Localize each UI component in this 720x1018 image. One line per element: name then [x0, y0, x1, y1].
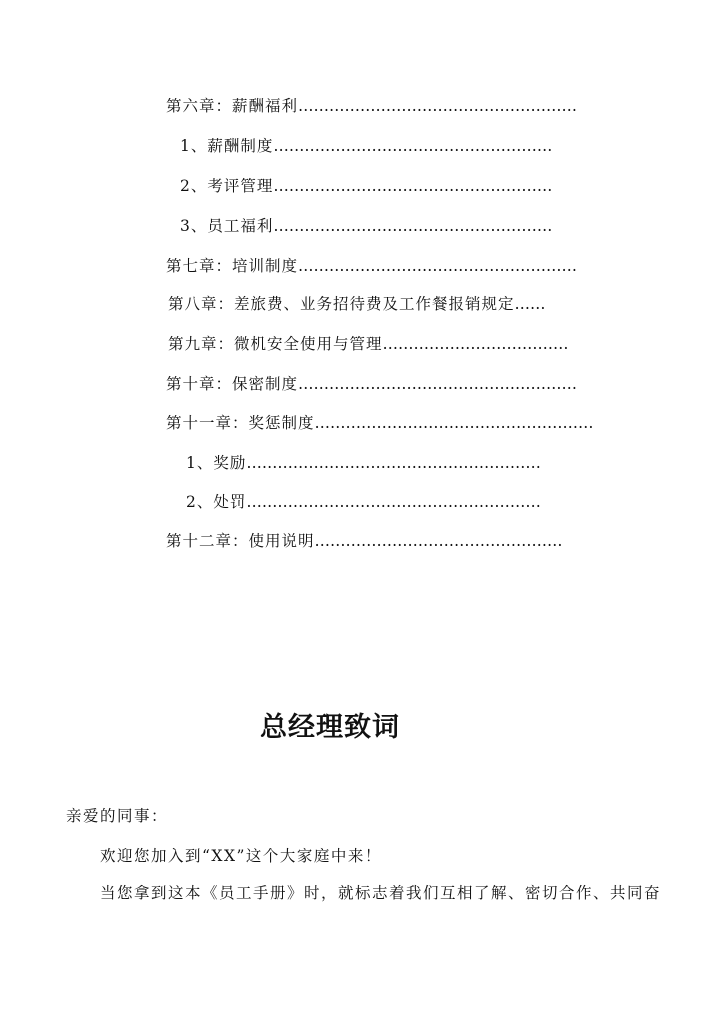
toc-leader-dots: ……………………………………………… — [298, 257, 578, 275]
toc-leader-dots: ……………………………… — [382, 335, 569, 353]
toc-entry-title: 第十二章：使用说明 — [166, 532, 315, 550]
toc-entry-title: 3、员工福利 — [180, 217, 274, 235]
letter-paragraph: 当您拿到这本《员工手册》时，就标志着我们互相了解、密切合作、共同奋 — [100, 884, 662, 902]
toc-entry[interactable] — [180, 216, 552, 236]
toc-leader-dots: ……………………………………………… — [273, 217, 553, 235]
toc-entry[interactable] — [166, 531, 563, 551]
toc-leader-dots: ………………………………………………… — [246, 454, 541, 472]
toc-entry-title: 2、考评管理 — [180, 177, 274, 195]
toc-entry[interactable] — [166, 96, 577, 116]
toc-entry[interactable] — [166, 413, 594, 433]
toc-leader-dots: ……………………………………………… — [273, 137, 553, 155]
toc-entry[interactable] — [186, 492, 541, 512]
toc-leader-dots: ……………………………………………… — [273, 177, 553, 195]
toc-entry[interactable] — [168, 294, 546, 314]
toc-entry-title: 第十章：保密制度 — [166, 375, 299, 393]
toc-entry[interactable] — [180, 136, 552, 156]
letter-salutation: 亲爱的同事： — [66, 807, 169, 825]
toc-leader-dots: …… — [514, 295, 546, 313]
toc-entry-title: 第九章：微机安全使用与管理 — [168, 335, 383, 353]
toc-entry-title: 第八章：差旅费、业务招待费及工作餐报销规定 — [168, 295, 515, 313]
toc-entry-title: 1、薪酬制度 — [180, 137, 274, 155]
toc-entry[interactable] — [166, 256, 577, 276]
toc-entry[interactable] — [180, 176, 552, 196]
toc-entry-title: 2、处罚 — [186, 493, 247, 511]
toc-leader-dots: ……………………………………………… — [298, 375, 578, 393]
toc-entry-title: 第六章：薪酬福利 — [166, 97, 299, 115]
toc-leader-dots: ……………………………………………… — [314, 414, 594, 432]
toc-leader-dots: ………………………………………… — [314, 532, 563, 550]
letter-heading: 总经理致词 — [260, 712, 400, 743]
toc-entry[interactable] — [186, 453, 541, 473]
toc-entry-title: 第十一章：奖惩制度 — [166, 414, 315, 432]
toc-leader-dots: ……………………………………………… — [298, 97, 578, 115]
toc-entry[interactable] — [166, 374, 577, 394]
toc-entry-title: 1、奖励 — [186, 454, 247, 472]
toc-entry[interactable] — [168, 334, 569, 354]
toc-leader-dots: ………………………………………………… — [246, 493, 541, 511]
toc-entry-title: 第七章：培训制度 — [166, 257, 299, 275]
letter-paragraph: 欢迎您加入到“XX”这个大家庭中来！ — [100, 847, 382, 865]
